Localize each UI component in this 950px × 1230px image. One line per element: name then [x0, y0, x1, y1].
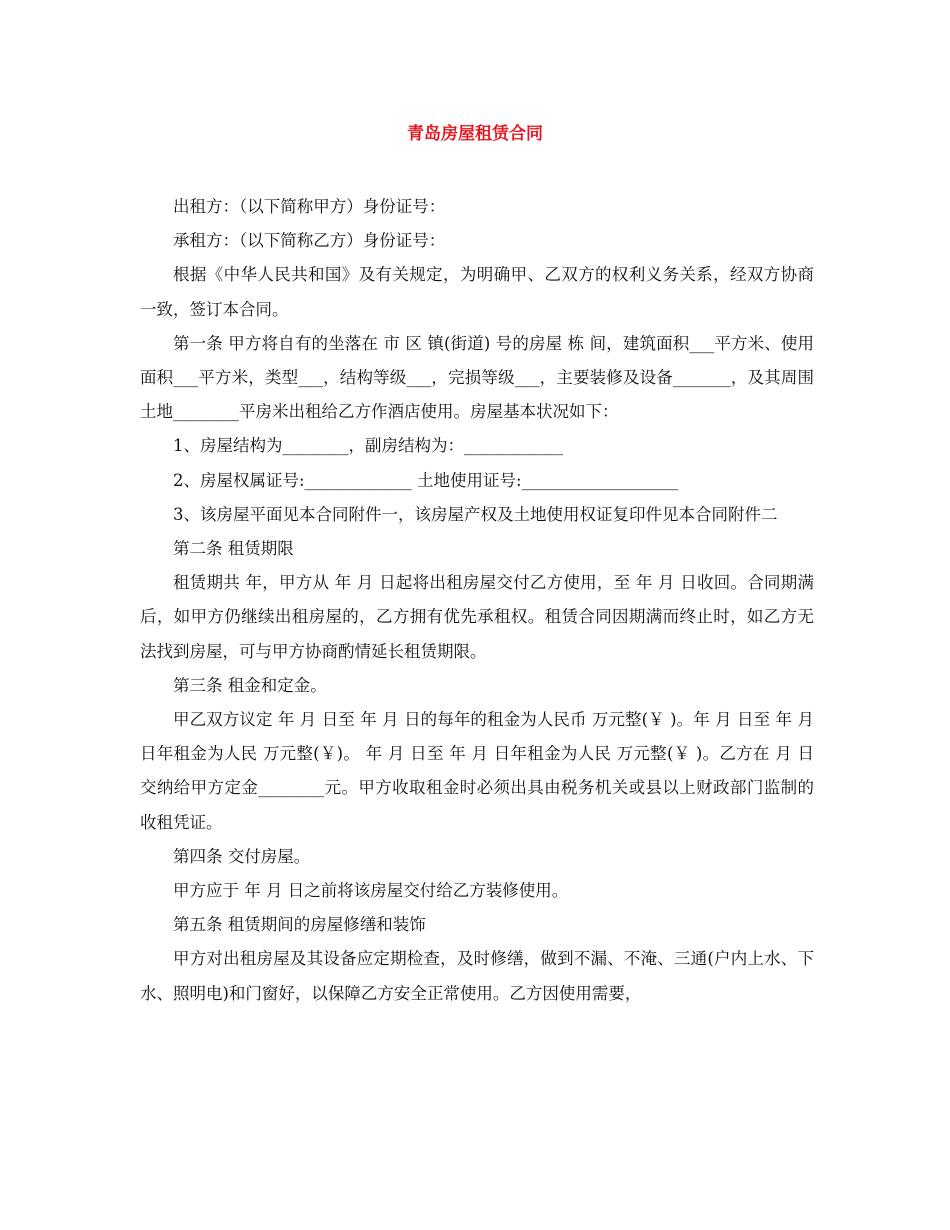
heading-article-4: 第四条 交付房屋。: [173, 846, 311, 866]
paragraph-lease-term: 租赁期共 年，甲方从 年 月 日起将出租房屋交付乙方使用，至 年 月 日收回。合同期满后，如甲方仍继续出租房屋的，乙方拥有优先承租权。租赁合同因期满而终止时，如乙方无法找到房屋，可与甲方协商酌情延长租赁期限。: [140, 573, 814, 661]
paragraph-lessor: 出租方：（以下简称甲方）身份证号：: [173, 197, 446, 216]
paragraph-item-2: 2、房屋权属证号:_____________ 土地使用证号:___________________: [173, 470, 679, 490]
paragraph-repair: 甲方对出租房屋及其设备应定期检查，及时修缮，做到不漏、不淹、三通(户内上水、下水、照明电)和门窗好，以保障乙方安全正常使用。乙方因使用需要，: [140, 949, 814, 1003]
paragraph-item-3: 3、该房屋平面见本合同附件一，该房屋产权及土地使用权证复印件见本合同附件二: [173, 504, 778, 524]
document-body: [140, 190, 814, 1011]
paragraph-article-1: 第一条 甲方将自有的坐落在 市 区 镇(街道) 号的房屋 栋 间，建筑面积___平方米、使用面积___平方米，类型___，结构等级___，完损等级___，主要装修及设备_______，及其周围土地________平房米出租给乙方作酒店使用。房屋基本状况如下：: [140, 333, 814, 422]
paragraph-delivery: 甲方应于 年 月 日之前将该房屋交付给乙方装修使用。: [173, 881, 569, 901]
paragraph-item-1: 1、房屋结构为________，副房结构为：____________: [173, 436, 563, 456]
paragraph-lessee: 承租方：（以下简称乙方）身份证号：: [173, 231, 446, 251]
paragraph-rent-deposit: 甲乙双方议定 年 月 日至 年 月 日的每年的租金为人民币 万元整(￥ )。年 月 日至 年 月 日年租金为人民 万元整(￥)。 年 月 日至 年 月 日年租金为人民 万元整(￥ )。乙方在 月 日交纳给甲方定金________元。甲方收取租金时必须出具由税务机关或县以上财政部门监制的收租凭证。: [140, 710, 814, 832]
heading-article-2: 第二条 租赁期限: [173, 539, 294, 559]
paragraph-preamble: 根据《中华人民共和国》及有关规定，为明确甲、乙双方的权利义务关系，经双方协商一致，签订本合同。: [140, 265, 814, 319]
document-title: 青岛房屋租赁合同: [407, 124, 543, 144]
heading-article-5: 第五条 租赁期间的房屋修缮和装饰: [173, 915, 426, 935]
heading-article-3: 第三条 租金和定金。: [173, 675, 327, 695]
